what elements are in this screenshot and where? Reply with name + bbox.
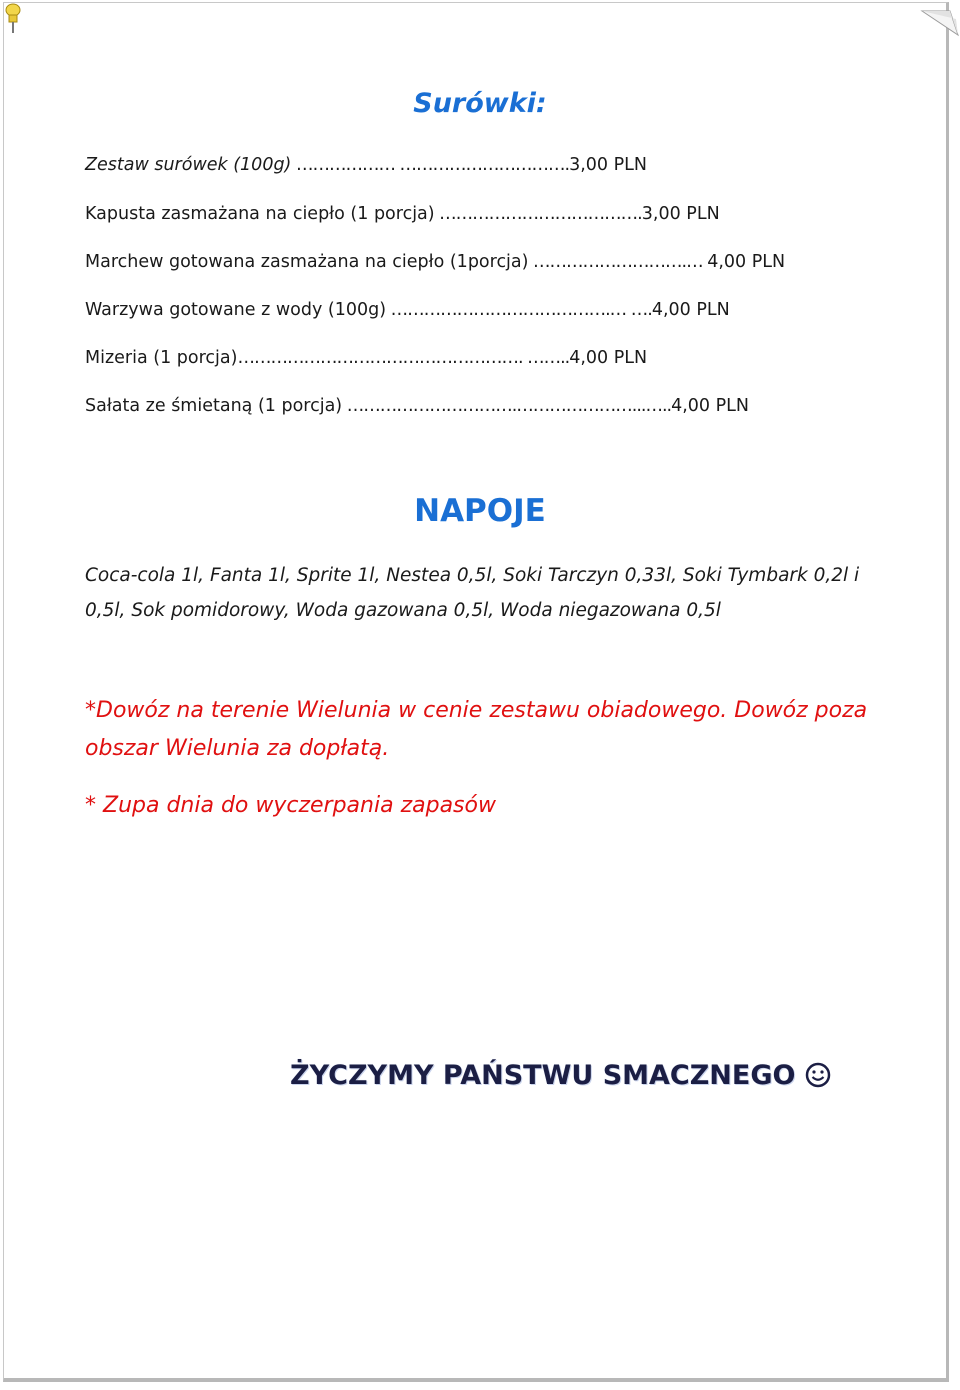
menu-item [85,204,720,224]
section-title-surowki: Surówki: [413,88,547,119]
menu-item-leader: ……………………………………………. …….. [237,348,570,368]
footer-wishes [290,1060,831,1091]
menu-item-price: 3,00 PLN [569,155,648,175]
menu-item [85,396,749,416]
menu-item-price: 4,00 PLN [707,252,786,272]
page-curl-icon [920,9,960,39]
menu-item-leader: ……………… …………………………. [291,155,570,175]
menu-item-price: 3,00 PLN [641,204,720,224]
menu-item-name: Sałata ze śmietaną (1 porcja) [85,396,343,416]
menu-item [85,252,785,272]
menu-item-leader: ………………………….…………………...….. [342,396,672,416]
menu-item-name: Mizeria (1 porcja) [85,348,238,368]
menu-item [85,155,647,175]
drinks-list: Coca-cola 1l, Fanta 1l, Sprite 1l, Nestea 0,5l, Soki Tarczyn 0,33l, Soki Tymbark 0,2l i 0,5l, Sok pomidorowy, Woda gazowana 0,5l, Woda niegazowana 0,5l [85,565,860,621]
menu-item-name: Warzywa gotowane z wody (100g) [85,300,387,320]
menu-item [85,300,730,320]
menu-item-leader: ………………………………. [434,204,642,224]
menu-item-price: 4,00 PLN [651,300,730,320]
menu-item-leader: ……………………….… [528,252,708,272]
pushpin-icon [2,2,24,34]
menu-item-price: 4,00 PLN [569,348,648,368]
section-title-napoje: NAPOJE [414,493,546,529]
menu-item-name: Kapusta zasmażana na ciepło (1 porcja) [85,204,435,224]
menu-item [85,348,647,368]
menu-item-price: 4,00 PLN [671,396,750,416]
delivery-note: *Dowóz na terenie Wielunia w cenie zestawu obiadowego. Dowóz poza obszar Wielunia za dopłatą. [85,698,868,761]
menu-item-leader: ………………………………….… …. [386,300,652,320]
footer-wishes-text: ŻYCZYMY PAŃSTWU SMACZNEGO [290,1060,796,1091]
smiley-icon [805,1062,831,1088]
soup-note: * Zupa dnia do wyczerpania zapasów [85,793,496,818]
menu-item-name: Zestaw surówek (100g) [85,155,292,175]
menu-item-name: Marchew gotowana zasmażana na ciepło (1porcja) [85,252,529,272]
